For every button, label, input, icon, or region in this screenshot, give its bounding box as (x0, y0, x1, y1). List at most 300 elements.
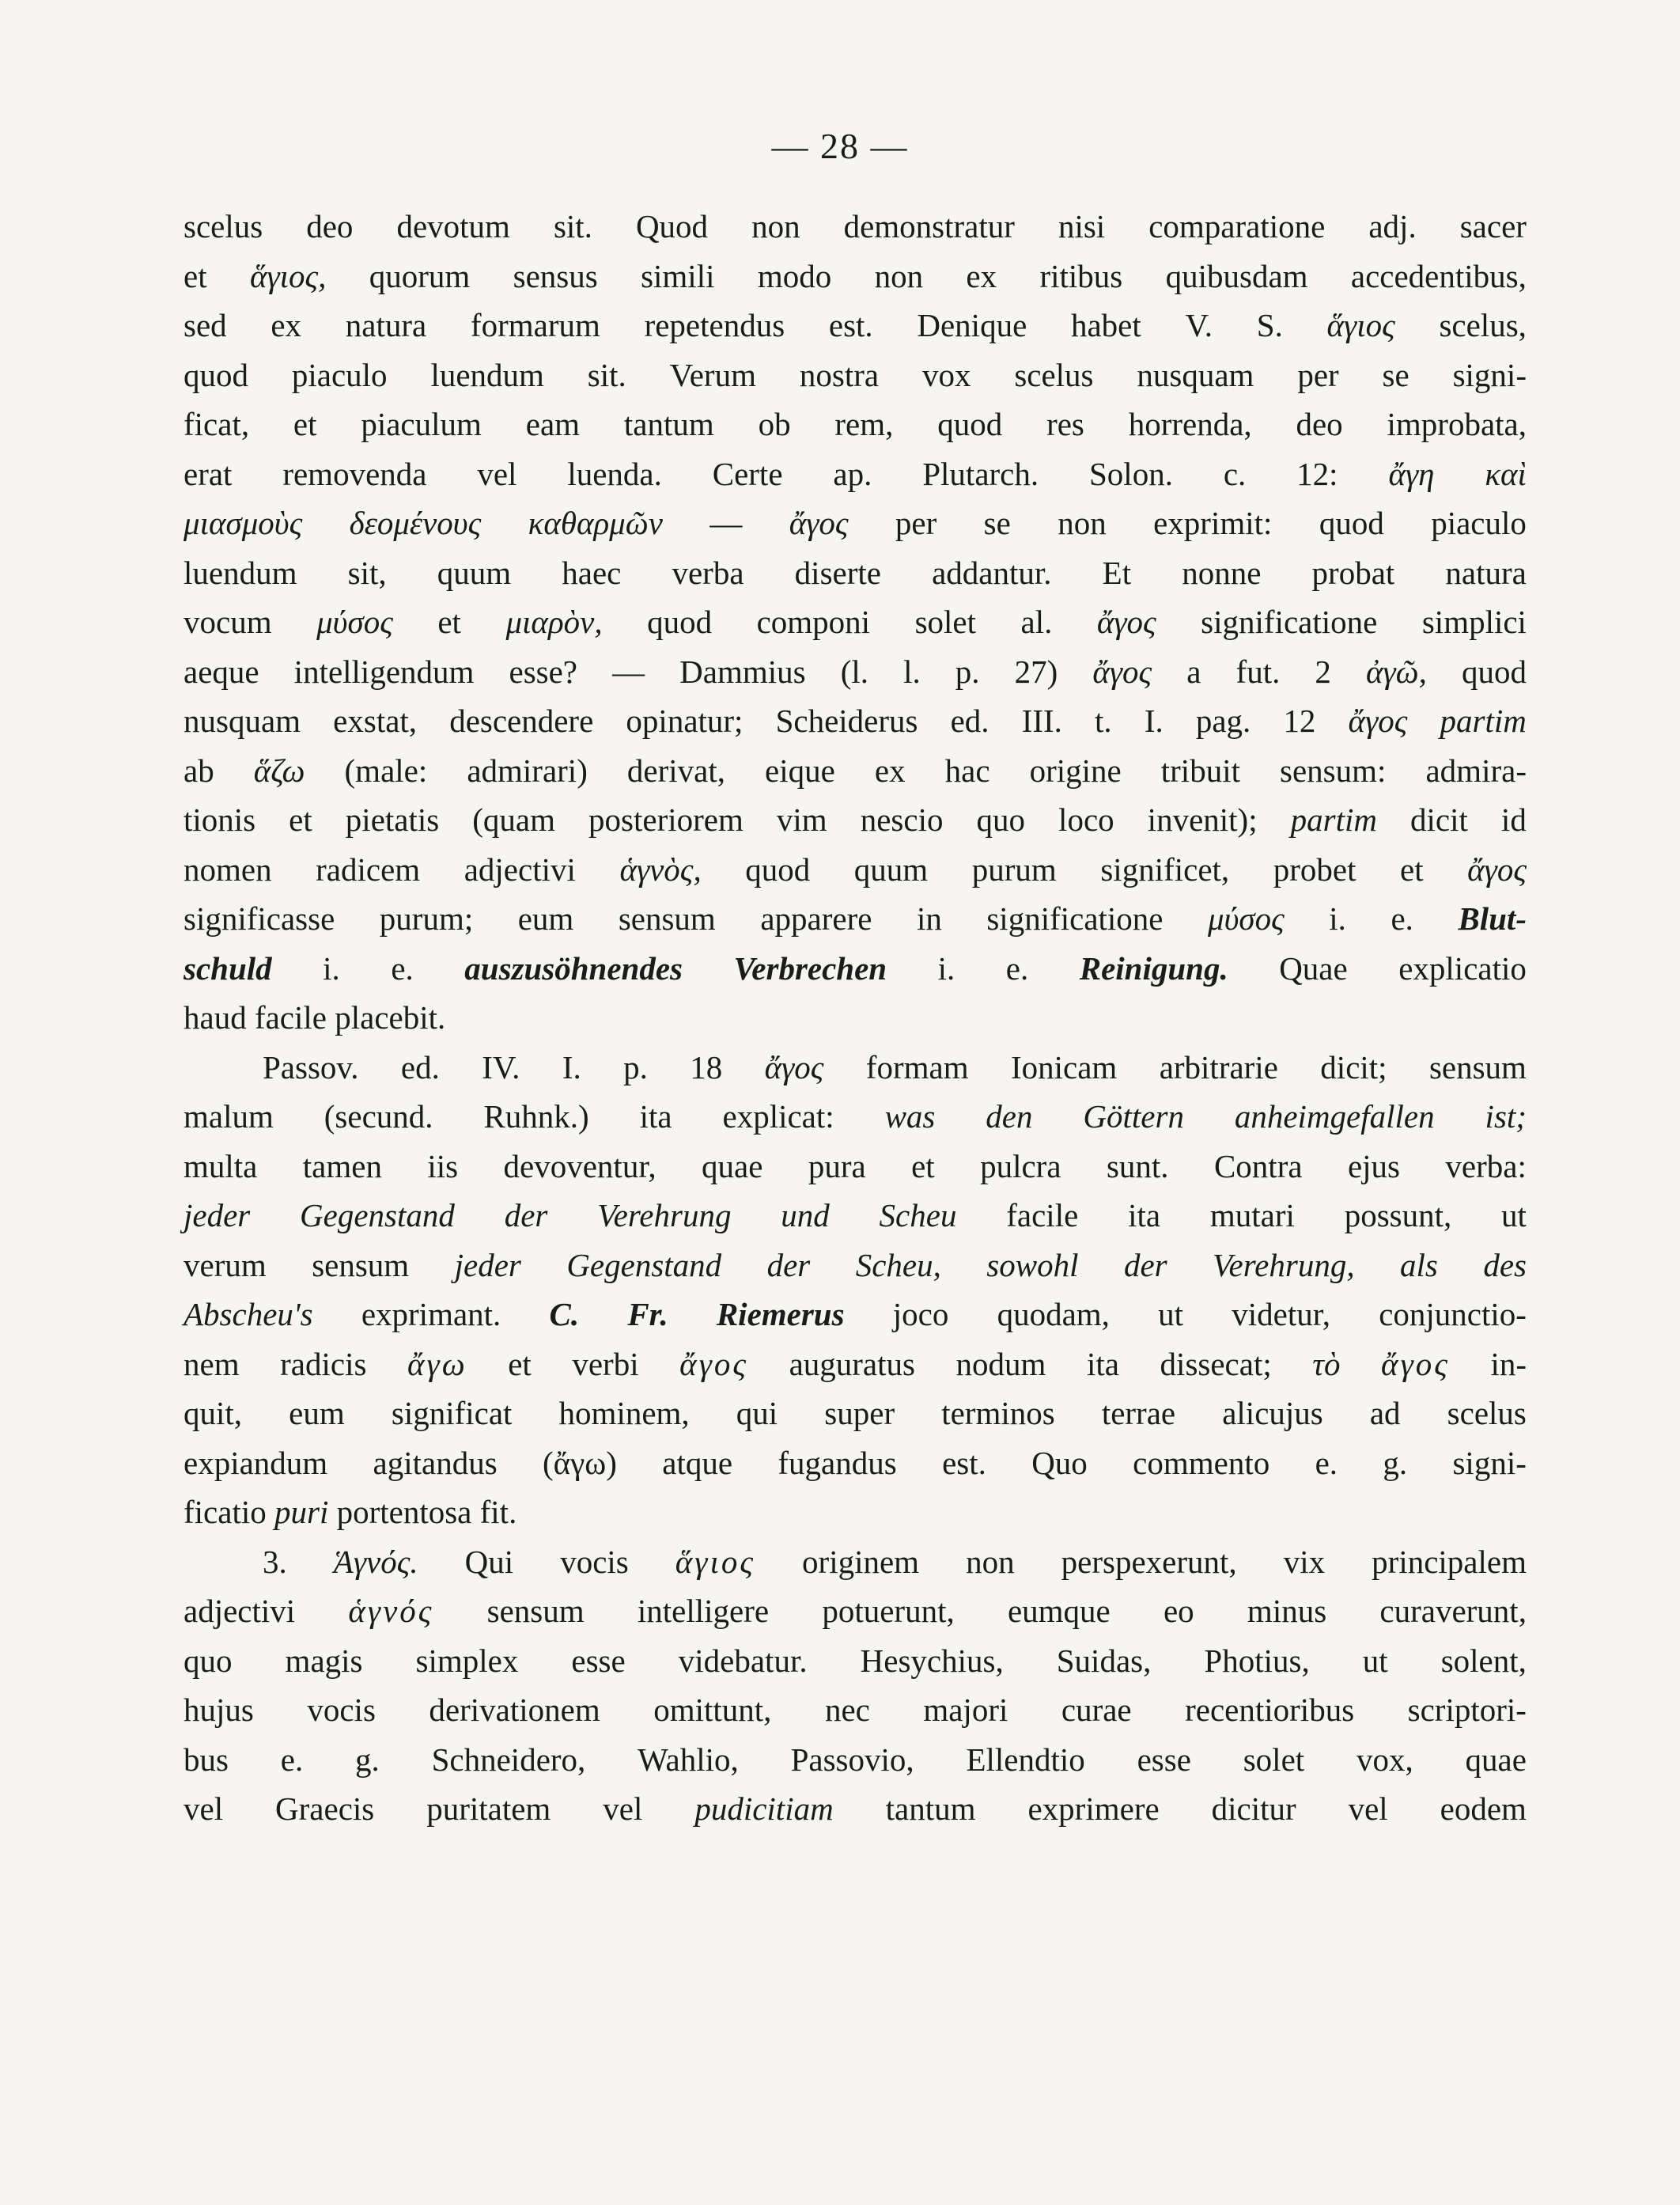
word: esse (1137, 1741, 1191, 1778)
word: vel (477, 455, 517, 492)
word: removenda (282, 455, 427, 492)
text-line (184, 1048, 1527, 1098)
word: nostra (799, 356, 880, 393)
bold-italic-word: Reinigung. (1079, 949, 1228, 987)
word: devotum (396, 208, 510, 244)
word: arbitrarie (1159, 1048, 1278, 1085)
word: III. (1021, 703, 1062, 739)
word: eum (289, 1395, 345, 1431)
word: alicujus (1222, 1395, 1323, 1431)
word: — (709, 505, 743, 541)
word: quod (647, 604, 713, 640)
word: ab (184, 752, 214, 789)
word: verba: (1445, 1147, 1527, 1184)
word: est. (942, 1444, 986, 1481)
word: componi (756, 604, 871, 640)
word: expiandum (184, 1444, 328, 1481)
greek-word: ἄγος (1092, 653, 1152, 690)
word: I. (562, 1048, 581, 1085)
word: pura (808, 1147, 866, 1184)
word: i. (937, 949, 955, 987)
word: i. (323, 949, 340, 987)
word: non (874, 257, 924, 294)
word: simplici (1421, 604, 1527, 640)
word: curae (1061, 1692, 1132, 1728)
word: horrenda, (1128, 406, 1252, 442)
word: ob (758, 406, 791, 442)
word: dissecat; (1160, 1345, 1272, 1382)
italic-word: Scheu, (855, 1246, 941, 1283)
word: quorum (369, 257, 471, 294)
word: derivationem (429, 1692, 600, 1728)
word: significasse (184, 900, 335, 937)
italic-word: Gegenstand (300, 1197, 455, 1233)
word: sensum (312, 1246, 410, 1283)
word: explicat: (722, 1098, 834, 1135)
greek-word: ἄγος (1096, 604, 1156, 640)
italic-word: sowohl (986, 1246, 1079, 1283)
word: devoventur, (503, 1147, 656, 1184)
greek-word: δεομένους (349, 505, 482, 541)
word: sit, (347, 554, 387, 591)
word: diserte (794, 554, 881, 591)
word: esse? (509, 653, 578, 690)
word: non (1058, 505, 1107, 541)
word: scelus (184, 208, 263, 244)
word: ad (1369, 1395, 1401, 1431)
word: IV. (482, 1048, 520, 1085)
word: natura (345, 307, 427, 343)
word: vox, (1356, 1741, 1413, 1778)
word: descendere (449, 703, 594, 739)
text-line (184, 1295, 1527, 1345)
word: in- (1490, 1345, 1527, 1382)
word: agitandus (373, 1444, 498, 1481)
word: est. (828, 307, 873, 343)
italic-word: Verehrung, (1213, 1246, 1355, 1283)
bold-italic-word: auszusöhnendes (464, 949, 683, 987)
word: tribuit (1160, 752, 1240, 789)
word: simplex (415, 1642, 519, 1679)
page-number: — 28 — (771, 126, 909, 166)
word: eumque (1007, 1593, 1111, 1629)
word: per (1297, 356, 1339, 393)
word: ed. (400, 1048, 440, 1085)
word: haud (184, 999, 247, 1036)
word: 12: (1296, 455, 1338, 492)
word: V. (1185, 307, 1213, 343)
word: quibusdam (1165, 257, 1308, 294)
word: ap. (833, 455, 872, 492)
word: nusquam (184, 703, 301, 739)
word: conjunctio- (1379, 1296, 1527, 1332)
word: radicem (316, 851, 421, 888)
word: radicis (280, 1345, 367, 1382)
text-line (184, 801, 1527, 851)
word: significet, (1100, 851, 1230, 888)
italic-word: der (504, 1197, 548, 1233)
word: eam (525, 406, 581, 442)
greek-word: ἁγνὸς, (619, 851, 702, 888)
text-line (184, 949, 1527, 999)
word: verbi (572, 1345, 639, 1382)
word: signi- (1452, 1444, 1527, 1481)
word: ut (1158, 1296, 1184, 1332)
word: et (1400, 851, 1424, 888)
greek-word: καὶ (1485, 455, 1527, 492)
word: probat (1311, 554, 1395, 591)
greek-word: ἄγη (1388, 455, 1435, 492)
word: sensum: (1280, 752, 1387, 789)
word: repetendus (644, 307, 785, 343)
body-text (184, 207, 1527, 1839)
word: nec (824, 1692, 870, 1728)
word: possunt, (1344, 1197, 1452, 1233)
word: multa (184, 1147, 258, 1184)
word: bus (184, 1741, 229, 1778)
word: Quae (1279, 949, 1348, 987)
word: videbatur. (678, 1642, 808, 1679)
text-line (184, 405, 1527, 455)
word: ita (1087, 1345, 1119, 1382)
word: formam (865, 1048, 969, 1085)
word: simili (641, 257, 715, 294)
word: derivat, (626, 752, 725, 789)
word: verba (672, 554, 744, 591)
greek-word: ἅγιος (1326, 307, 1395, 343)
word: curaverunt, (1379, 1593, 1527, 1629)
greek-word: Ἁγνός. (333, 1543, 418, 1580)
word: nescio (860, 801, 944, 838)
word: et (184, 257, 207, 294)
word: sit. (553, 208, 592, 244)
word: adjectivi (464, 851, 576, 888)
word: Ellendtio (966, 1741, 1085, 1778)
text-line (184, 1097, 1527, 1147)
word: e. (1391, 900, 1413, 937)
word: quae (1465, 1741, 1527, 1778)
word: modo (757, 257, 832, 294)
word: intelligere (637, 1593, 770, 1629)
word: ita (1128, 1197, 1161, 1233)
word: Suidas, (1056, 1642, 1152, 1679)
word: solent, (1440, 1642, 1527, 1679)
word: ficat, (184, 406, 250, 442)
word: terminos (941, 1395, 1055, 1431)
word: Ionicam (1010, 1048, 1118, 1085)
text-line (184, 998, 1527, 1048)
word: esse (571, 1642, 626, 1679)
word: probet (1273, 851, 1356, 888)
word: vix (1283, 1543, 1326, 1580)
italic-word: puri (274, 1494, 329, 1530)
word: I. (1144, 703, 1164, 739)
word: admirari) (467, 752, 588, 789)
word: explicatio (1398, 949, 1527, 987)
word: posteriorem (588, 801, 744, 838)
word: deo (306, 208, 354, 244)
greek-word: ἁγνός (348, 1593, 434, 1629)
italic-word: Göttern (1083, 1098, 1184, 1135)
word: per (895, 505, 937, 541)
word: in (916, 900, 942, 937)
greek-word: καθαρμῶν (528, 505, 663, 541)
bold-italic-word: C. (549, 1296, 580, 1332)
greek-word: μιαρὸν, (505, 604, 603, 640)
word: Quod (635, 208, 709, 244)
italic-word: pudicitiam (694, 1790, 834, 1827)
word: Solon. (1089, 455, 1173, 492)
word: Et (1102, 554, 1132, 591)
word: c. (1223, 455, 1247, 492)
text-line (184, 207, 1527, 257)
word: et (293, 406, 317, 442)
word: e. (280, 1741, 304, 1778)
word: vel (184, 1790, 224, 1827)
italic-word: und (781, 1197, 830, 1233)
word: (l. (840, 653, 868, 690)
greek-word: ἄγος (789, 505, 849, 541)
word: apparere (760, 900, 872, 937)
word: luenda. (567, 455, 662, 492)
text-line (184, 1691, 1527, 1741)
word: quodam, (997, 1296, 1110, 1332)
bold-italic-word: Verbrechen (733, 949, 887, 987)
greek-word: ἄγος (679, 1345, 748, 1382)
text-line (184, 1147, 1527, 1197)
italic-word: was (884, 1098, 936, 1135)
word: sacer (1459, 208, 1527, 244)
word: formarum (470, 307, 600, 343)
text-line (184, 1493, 1527, 1543)
word: significat (391, 1395, 513, 1431)
word: exprimant. (361, 1296, 501, 1332)
text-line (184, 900, 1527, 949)
word: eum (517, 900, 574, 937)
bold-italic-word: Fr. (627, 1296, 668, 1332)
word: g. (355, 1741, 380, 1778)
word: loco (1058, 801, 1114, 838)
word: ex (966, 257, 997, 294)
word: ficatio (184, 1494, 267, 1530)
word: admira- (1425, 752, 1527, 789)
word: dicitur (1211, 1790, 1296, 1827)
italic-word: des (1483, 1246, 1527, 1283)
italic-word: Verehrung (597, 1197, 732, 1233)
word: sensum (486, 1593, 585, 1629)
greek-word: ἄγος (1467, 851, 1527, 888)
text-line (184, 455, 1527, 505)
word: tamen (302, 1147, 382, 1184)
word: p. (623, 1048, 648, 1085)
word: demonstratur (843, 208, 1015, 244)
word: Passovio, (790, 1741, 914, 1778)
bold-italic-word: Riemerus (716, 1296, 845, 1332)
word: piaculo (291, 356, 388, 393)
word: g. (1383, 1444, 1408, 1481)
word: scriptori- (1407, 1692, 1527, 1728)
word: hac (944, 752, 990, 789)
word: sensum (618, 900, 716, 937)
word: atque (662, 1444, 733, 1481)
word: e. (391, 949, 414, 987)
word: exprimere (1027, 1790, 1160, 1827)
word: exstat, (333, 703, 418, 739)
word: erat (184, 455, 233, 492)
word: Graecis (275, 1790, 375, 1827)
word: auguratus (789, 1345, 915, 1382)
greek-word: μύσος (1208, 900, 1285, 937)
word: Denique (917, 307, 1027, 343)
italic-word: als (1400, 1246, 1438, 1283)
word: (male: (344, 752, 428, 789)
word: natura (1445, 554, 1527, 591)
word: e. (1005, 949, 1029, 987)
word: luendum (430, 356, 544, 393)
word: t. (1095, 703, 1112, 739)
word: res (1046, 406, 1084, 442)
word: Passov. (263, 1048, 359, 1085)
word: potuerunt, (822, 1593, 955, 1629)
word: Hesychius, (860, 1642, 1004, 1679)
word: tantum (623, 406, 714, 442)
word: ex (271, 307, 302, 343)
text-line (184, 1345, 1527, 1395)
word: se (1382, 356, 1409, 393)
word: — (612, 653, 645, 690)
word: origine (1029, 752, 1122, 789)
word: scelus (1447, 1395, 1527, 1431)
greek-word: ἅζω (253, 752, 305, 789)
greek-word: τὸ (1312, 1345, 1341, 1382)
word: addantur. (932, 554, 1052, 591)
text-line (184, 554, 1527, 604)
word: aeque (184, 653, 259, 690)
word: recentioribus (1185, 1692, 1355, 1728)
italic-word: jeder (454, 1246, 521, 1283)
greek-word: ἄγω (407, 1345, 467, 1382)
text-line (184, 306, 1527, 356)
word: piaculum (361, 406, 482, 442)
word: ita (639, 1098, 672, 1135)
word: al. (1020, 604, 1053, 640)
word: hominem, (558, 1395, 690, 1431)
word: et (289, 801, 312, 838)
word: pietatis (345, 801, 440, 838)
word: originem (802, 1543, 920, 1580)
italic-word: jeder (184, 1197, 251, 1233)
word: vocum (184, 604, 272, 640)
word: quo (184, 1642, 233, 1679)
word: accedentibus, (1350, 257, 1527, 294)
word: (secund. (324, 1098, 433, 1135)
word: ut (1362, 1642, 1388, 1679)
word: solet (1243, 1741, 1305, 1778)
word: hujus (184, 1692, 254, 1728)
text-line (184, 603, 1527, 653)
word: quum (853, 851, 929, 888)
word: pag. (1195, 703, 1251, 739)
italic-word: anheimgefallen (1234, 1098, 1435, 1135)
word: nusquam (1137, 356, 1254, 393)
word: Ruhnk.) (483, 1098, 589, 1135)
italic-word: partim (1290, 801, 1377, 838)
word: quum (437, 554, 512, 591)
word: non (751, 208, 800, 244)
word: eodem (1440, 1790, 1527, 1827)
word: videtur, (1232, 1296, 1330, 1332)
word: quod (184, 356, 248, 393)
word: puritatem (426, 1790, 551, 1827)
word: quod (745, 851, 811, 888)
word: omittunt, (653, 1692, 772, 1728)
word: Contra (1213, 1147, 1303, 1184)
word: haec (562, 554, 622, 591)
word: id (1500, 801, 1527, 838)
word: (quam (472, 801, 555, 838)
word: sunt. (1106, 1147, 1169, 1184)
word: verum (184, 1246, 267, 1283)
word: signi- (1452, 356, 1527, 393)
greek-word: ἄγος (1381, 1345, 1450, 1382)
italic-word: Scheu (879, 1197, 957, 1233)
word: et (437, 604, 461, 640)
word: super (824, 1395, 895, 1431)
word: exprimit: (1153, 505, 1273, 541)
word: significatione (1201, 604, 1378, 640)
word: dicit (1410, 801, 1468, 838)
word: pulcra (980, 1147, 1061, 1184)
word: facile (254, 999, 327, 1036)
word: adj. (1368, 208, 1417, 244)
word: rem, (834, 406, 894, 442)
word: ut (1501, 1197, 1527, 1233)
text-line (184, 1592, 1527, 1642)
word: purum; (379, 900, 474, 937)
text-line (184, 1394, 1527, 1444)
word: perspexerunt, (1061, 1543, 1237, 1580)
word: joco (892, 1296, 949, 1332)
text-line (184, 1246, 1527, 1296)
word: tionis (184, 801, 256, 838)
word: ejus (1347, 1147, 1400, 1184)
word: sed (184, 307, 227, 343)
text-line (184, 1790, 1527, 1839)
text-line (184, 1741, 1527, 1790)
bold-italic-word: Blut- (1458, 900, 1527, 937)
word: eique (765, 752, 835, 789)
word: S. (1256, 307, 1283, 343)
word: scelus, (1439, 307, 1527, 343)
word: vel (1348, 1790, 1388, 1827)
italic-word: den (986, 1098, 1033, 1135)
word: e. (1315, 1444, 1338, 1481)
text-line (184, 1642, 1527, 1692)
word: quit, (184, 1395, 243, 1431)
text-line (184, 851, 1527, 900)
word: placebit. (335, 999, 446, 1036)
greek-word: ἀγῶ, (1366, 653, 1427, 690)
word: nem (184, 1345, 240, 1382)
word: quod (937, 406, 1003, 442)
word: minus (1247, 1593, 1327, 1629)
text-line (184, 653, 1527, 703)
word: quo (976, 801, 1026, 838)
word: significatione (986, 900, 1164, 937)
word: tantum (885, 1790, 976, 1827)
text-line (184, 702, 1527, 752)
word: deo (1296, 406, 1343, 442)
